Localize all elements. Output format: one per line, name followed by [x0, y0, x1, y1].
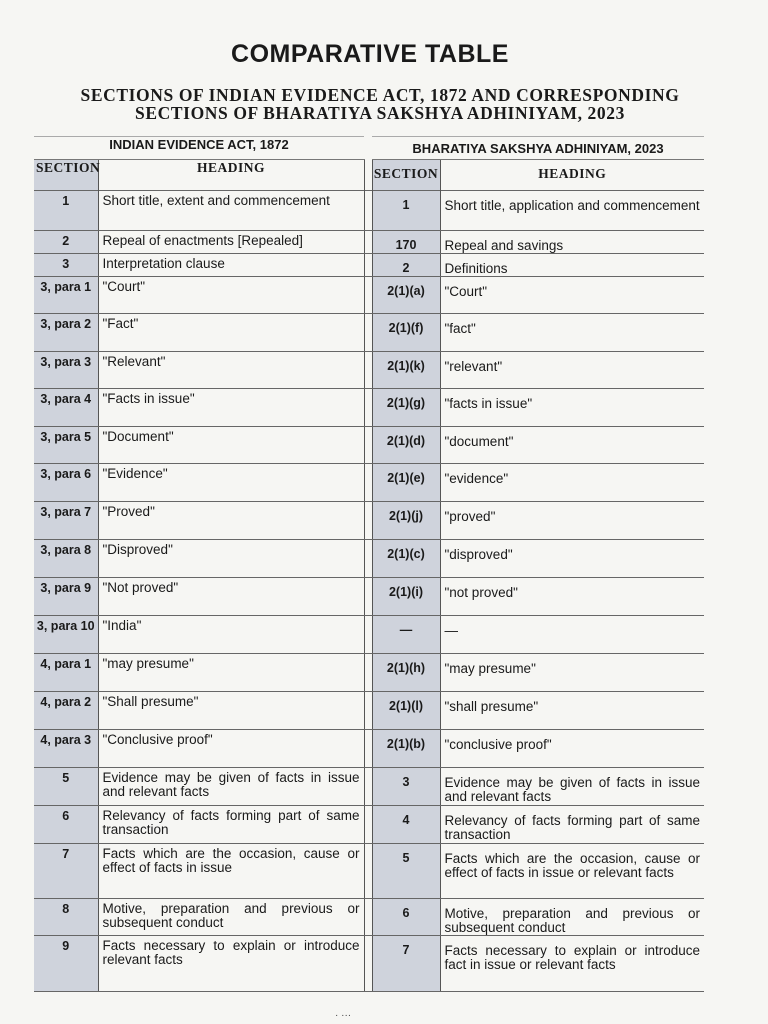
left-section-cell: 3, para 8	[34, 540, 98, 578]
left-heading-cell: "India"	[98, 616, 364, 654]
left-section-cell: 7	[34, 844, 98, 899]
left-heading-cell: "Court"	[98, 277, 364, 314]
right-section-cell: 2(1)(h)	[372, 654, 440, 692]
left-heading-cell: "Conclusive proof"	[98, 730, 364, 768]
right-heading-cell: Facts necessary to explain or introduce fact in issue or relevant facts	[440, 936, 704, 992]
right-section-cell: 2(1)(d)	[372, 427, 440, 464]
table-row	[34, 427, 704, 464]
left-section-cell: 1	[34, 191, 98, 231]
left-heading-cell: Short title, extent and commencement	[98, 191, 364, 231]
left-section-cell: 3, para 1	[34, 277, 98, 314]
table-row	[34, 191, 704, 231]
right-section-cell: 2(1)(i)	[372, 578, 440, 616]
left-heading-cell: "Fact"	[98, 314, 364, 352]
left-section-cell: 3, para 2	[34, 314, 98, 352]
right-section-cell: 2(1)(g)	[372, 389, 440, 427]
right-heading-cell: "document"	[440, 427, 704, 464]
table-body	[34, 191, 704, 992]
table-row	[34, 730, 704, 768]
left-heading-cell: Repeal of enactments [Repealed]	[98, 231, 364, 254]
left-section-column-header: SECTION	[34, 160, 98, 191]
right-heading-cell: "relevant"	[440, 352, 704, 389]
left-section-cell: 6	[34, 806, 98, 844]
right-section-cell: 3	[372, 768, 440, 806]
right-act-header: BHARATIYA SAKSHYA ADHINIYAM, 2023	[372, 137, 704, 160]
table-row	[34, 314, 704, 352]
right-section-cell: 2(1)(f)	[372, 314, 440, 352]
table-row	[34, 352, 704, 389]
right-heading-cell: "disproved"	[440, 540, 704, 578]
left-section-cell: 3, para 10	[34, 616, 98, 654]
right-section-cell: 6	[372, 899, 440, 936]
right-section-cell: —	[372, 616, 440, 654]
left-heading-cell: "Not proved"	[98, 578, 364, 616]
left-section-cell: 3, para 5	[34, 427, 98, 464]
left-section-cell: 2	[34, 231, 98, 254]
left-heading-cell: "Proved"	[98, 502, 364, 540]
right-section-column-header: SECTION	[372, 160, 440, 191]
right-section-cell: 2(1)(a)	[372, 277, 440, 314]
right-heading-cell: "conclusive proof"	[440, 730, 704, 768]
right-section-cell: 170	[372, 231, 440, 254]
table-row	[34, 502, 704, 540]
left-heading-cell: "Shall presume"	[98, 692, 364, 730]
table-row	[34, 654, 704, 692]
table-row	[34, 254, 704, 277]
left-heading-cell: "Facts in issue"	[98, 389, 364, 427]
table-row	[34, 277, 704, 314]
table-row	[34, 936, 704, 992]
right-heading-cell: "facts in issue"	[440, 389, 704, 427]
right-heading-cell: Short title, application and commencement	[440, 191, 704, 231]
right-heading-cell: "proved"	[440, 502, 704, 540]
right-section-cell: 2(1)(k)	[372, 352, 440, 389]
right-heading-cell: "not proved"	[440, 578, 704, 616]
right-section-cell: 7	[372, 936, 440, 992]
left-heading-cell: Evidence may be given of facts in issue and relevant facts	[98, 768, 364, 806]
left-section-cell: 8	[34, 899, 98, 936]
left-section-cell: 4, para 1	[34, 654, 98, 692]
right-section-cell: 2(1)(c)	[372, 540, 440, 578]
right-heading-cell: "may presume"	[440, 654, 704, 692]
left-heading-cell: "Disproved"	[98, 540, 364, 578]
left-heading-cell: Relevancy of facts forming part of same transaction	[98, 806, 364, 844]
right-section-cell: 2(1)(j)	[372, 502, 440, 540]
page-title: COMPARATIVE TABLE	[231, 40, 509, 68]
right-heading-cell: "fact"	[440, 314, 704, 352]
right-section-cell: 5	[372, 844, 440, 899]
table-row	[34, 540, 704, 578]
right-heading-cell: Facts which are the occasion, cause or effect of facts in issue or relevant facts	[440, 844, 704, 899]
left-section-cell: 4, para 2	[34, 692, 98, 730]
left-section-cell: 3, para 7	[34, 502, 98, 540]
table-row	[34, 616, 704, 654]
right-section-cell: 2(1)(b)	[372, 730, 440, 768]
right-heading-cell: Definitions	[440, 254, 704, 277]
left-section-cell: 3, para 9	[34, 578, 98, 616]
table-row	[34, 231, 704, 254]
page-subtitle	[30, 86, 730, 122]
left-heading-cell: "may presume"	[98, 654, 364, 692]
right-heading-cell: Evidence may be given of facts in issue and relevant facts	[440, 768, 704, 806]
left-section-cell: 5	[34, 768, 98, 806]
subtitle-line-1: SECTIONS OF INDIAN EVIDENCE ACT, 1872 AND CORRESPONDING	[80, 85, 680, 105]
left-heading-cell: "Evidence"	[98, 464, 364, 502]
left-act-header: INDIAN EVIDENCE ACT, 1872	[34, 137, 364, 160]
right-heading-cell: —	[440, 616, 704, 654]
right-section-cell: 2(1)(l)	[372, 692, 440, 730]
left-section-cell: 3, para 4	[34, 389, 98, 427]
left-section-cell: 9	[34, 936, 98, 992]
left-heading-cell: "Document"	[98, 427, 364, 464]
right-heading-cell: Repeal and savings	[440, 231, 704, 254]
table-row	[34, 899, 704, 936]
left-heading-cell: Facts which are the occasion, cause or effect of facts in issue	[98, 844, 364, 899]
right-section-cell: 4	[372, 806, 440, 844]
left-heading-cell: "Relevant"	[98, 352, 364, 389]
left-section-cell: 3	[34, 254, 98, 277]
table-row	[34, 464, 704, 502]
table-row	[34, 806, 704, 844]
right-heading-cell: Relevancy of facts forming part of same transaction	[440, 806, 704, 844]
subtitle-line-2: SECTIONS OF BHARATIYA SAKSHYA ADHINIYAM, 2023	[135, 103, 625, 123]
left-section-cell: 3, para 6	[34, 464, 98, 502]
right-heading-cell: "evidence"	[440, 464, 704, 502]
right-heading-cell: "shall presume"	[440, 692, 704, 730]
left-heading-cell: Interpretation clause	[98, 254, 364, 277]
comparative-table	[34, 136, 704, 992]
left-heading-column-header: HEADING	[98, 160, 364, 191]
left-section-cell: 3, para 3	[34, 352, 98, 389]
page-footer-marks: · ···	[335, 1010, 352, 1021]
right-heading-cell: Motive, preparation and previous or subsequent conduct	[440, 899, 704, 936]
table-row	[34, 768, 704, 806]
right-heading-cell: "Court"	[440, 277, 704, 314]
table-row	[34, 389, 704, 427]
right-section-cell: 2	[372, 254, 440, 277]
table-row	[34, 578, 704, 616]
table-row	[34, 844, 704, 899]
right-section-cell: 1	[372, 191, 440, 231]
left-heading-cell: Motive, preparation and previous or subsequent conduct	[98, 899, 364, 936]
left-section-cell: 4, para 3	[34, 730, 98, 768]
right-heading-column-header: HEADING	[538, 166, 607, 181]
right-section-cell: 2(1)(e)	[372, 464, 440, 502]
table-row	[34, 692, 704, 730]
left-heading-cell: Facts necessary to explain or introduce relevant facts	[98, 936, 364, 992]
